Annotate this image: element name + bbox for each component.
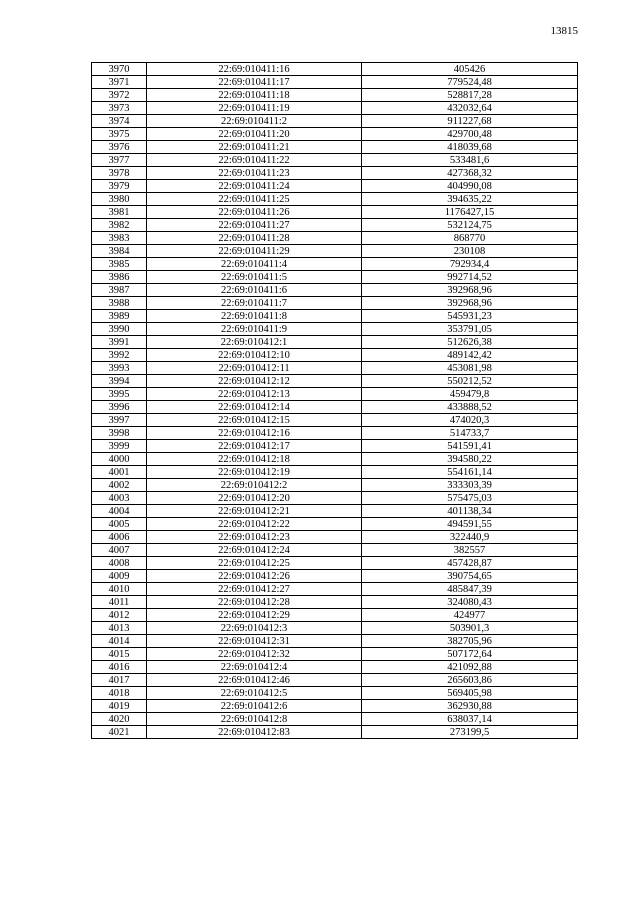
row-number-cell: 4008	[92, 557, 147, 570]
cadastral-number-cell: 22:69:010411:21	[147, 141, 362, 154]
cadastral-value-cell: 382557	[362, 544, 578, 557]
row-number-cell: 3980	[92, 193, 147, 206]
cadastral-number-cell: 22:69:010412:26	[147, 570, 362, 583]
cadastral-value-cell: 273199,5	[362, 726, 578, 739]
table-row	[92, 349, 578, 362]
table-row	[92, 466, 578, 479]
table-row	[92, 193, 578, 206]
table-row	[92, 544, 578, 557]
row-number-cell: 3971	[92, 76, 147, 89]
cadastral-value-cell: 485847,39	[362, 583, 578, 596]
row-number-cell: 3991	[92, 336, 147, 349]
cadastral-number-cell: 22:69:010412:6	[147, 700, 362, 713]
cadastral-value-cell: 429700,48	[362, 128, 578, 141]
cadastral-value-cell: 554161,14	[362, 466, 578, 479]
table-row	[92, 271, 578, 284]
table-row	[92, 622, 578, 635]
cadastral-number-cell: 22:69:010411:8	[147, 310, 362, 323]
table-row	[92, 635, 578, 648]
row-number-cell: 3999	[92, 440, 147, 453]
cadastral-number-cell: 22:69:010412:14	[147, 401, 362, 414]
row-number-cell: 3972	[92, 89, 147, 102]
table-row	[92, 713, 578, 726]
row-number-cell: 3984	[92, 245, 147, 258]
table-row	[92, 102, 578, 115]
row-number-cell: 4009	[92, 570, 147, 583]
row-number-cell: 3976	[92, 141, 147, 154]
cadastral-value-cell: 779524,48	[362, 76, 578, 89]
cadastral-value-cell: 432032,64	[362, 102, 578, 115]
table-row	[92, 557, 578, 570]
cadastral-number-cell: 22:69:010412:31	[147, 635, 362, 648]
table-body	[92, 63, 578, 739]
cadastral-value-cell: 401138,34	[362, 505, 578, 518]
cadastral-value-cell: 382705,96	[362, 635, 578, 648]
cadastral-number-cell: 22:69:010412:17	[147, 440, 362, 453]
row-number-cell: 3988	[92, 297, 147, 310]
row-number-cell: 4003	[92, 492, 147, 505]
table-row	[92, 154, 578, 167]
cadastral-value-cell: 545931,23	[362, 310, 578, 323]
cadastral-number-cell: 22:69:010412:29	[147, 609, 362, 622]
row-number-cell: 4013	[92, 622, 147, 635]
table-row	[92, 401, 578, 414]
cadastral-number-cell: 22:69:010411:16	[147, 63, 362, 76]
cadastral-number-cell: 22:69:010411:24	[147, 180, 362, 193]
row-number-cell: 4010	[92, 583, 147, 596]
row-number-cell: 3973	[92, 102, 147, 115]
cadastral-number-cell: 22:69:010411:23	[147, 167, 362, 180]
row-number-cell: 4004	[92, 505, 147, 518]
cadastral-number-cell: 22:69:010411:9	[147, 323, 362, 336]
row-number-cell: 3987	[92, 284, 147, 297]
row-number-cell: 3986	[92, 271, 147, 284]
cadastral-number-cell: 22:69:010411:26	[147, 206, 362, 219]
cadastral-number-cell: 22:69:010411:19	[147, 102, 362, 115]
cadastral-number-cell: 22:69:010411:27	[147, 219, 362, 232]
row-number-cell: 4015	[92, 648, 147, 661]
row-number-cell: 3977	[92, 154, 147, 167]
cadastral-number-cell: 22:69:010412:15	[147, 414, 362, 427]
table-row	[92, 323, 578, 336]
cadastral-number-cell: 22:69:010412:16	[147, 427, 362, 440]
row-number-cell: 4016	[92, 661, 147, 674]
cadastral-value-cell: 494591,55	[362, 518, 578, 531]
row-number-cell: 3978	[92, 167, 147, 180]
table-row	[92, 336, 578, 349]
cadastral-number-cell: 22:69:010412:10	[147, 349, 362, 362]
cadastral-number-cell: 22:69:010412:12	[147, 375, 362, 388]
cadastral-number-cell: 22:69:010411:5	[147, 271, 362, 284]
table-row	[92, 388, 578, 401]
table-row	[92, 414, 578, 427]
table-row	[92, 726, 578, 739]
table-row	[92, 479, 578, 492]
table-row	[92, 362, 578, 375]
cadastral-value-cell: 474020,3	[362, 414, 578, 427]
row-number-cell: 3993	[92, 362, 147, 375]
cadastral-number-cell: 22:69:010412:32	[147, 648, 362, 661]
row-number-cell: 3982	[92, 219, 147, 232]
table-row	[92, 531, 578, 544]
table-row	[92, 63, 578, 76]
row-number-cell: 4014	[92, 635, 147, 648]
table-row	[92, 570, 578, 583]
cadastral-value-cell: 569405,98	[362, 687, 578, 700]
cadastral-value-cell: 457428,87	[362, 557, 578, 570]
cadastral-number-cell: 22:69:010412:13	[147, 388, 362, 401]
cadastral-number-cell: 22:69:010411:2	[147, 115, 362, 128]
row-number-cell: 3996	[92, 401, 147, 414]
table-row	[92, 258, 578, 271]
cadastral-number-cell: 22:69:010412:18	[147, 453, 362, 466]
cadastral-number-cell: 22:69:010412:19	[147, 466, 362, 479]
table-row	[92, 596, 578, 609]
cadastral-value-cell: 541591,41	[362, 440, 578, 453]
cadastral-number-cell: 22:69:010412:11	[147, 362, 362, 375]
table-row	[92, 648, 578, 661]
row-number-cell: 3990	[92, 323, 147, 336]
cadastral-value-cell: 424977	[362, 609, 578, 622]
row-number-cell: 3974	[92, 115, 147, 128]
table-row	[92, 453, 578, 466]
row-number-cell: 3994	[92, 375, 147, 388]
cadastral-value-cell: 392968,96	[362, 284, 578, 297]
table-row	[92, 700, 578, 713]
table-row	[92, 583, 578, 596]
cadastral-value-cell: 911227,68	[362, 115, 578, 128]
table-row	[92, 76, 578, 89]
cadastral-value-cell: 459479,8	[362, 388, 578, 401]
cadastral-value-cell: 390754,65	[362, 570, 578, 583]
row-number-cell: 4011	[92, 596, 147, 609]
cadastral-value-cell: 792934,4	[362, 258, 578, 271]
table-row	[92, 661, 578, 674]
row-number-cell: 4000	[92, 453, 147, 466]
cadastral-value-cell: 532124,75	[362, 219, 578, 232]
table-row	[92, 180, 578, 193]
row-number-cell: 4001	[92, 466, 147, 479]
cadastral-number-cell: 22:69:010412:3	[147, 622, 362, 635]
table-row	[92, 518, 578, 531]
cadastral-number-cell: 22:69:010411:18	[147, 89, 362, 102]
cadastral-number-cell: 22:69:010412:27	[147, 583, 362, 596]
table-row	[92, 128, 578, 141]
cadastral-value-cell: 514733,7	[362, 427, 578, 440]
page-number: 13815	[550, 25, 578, 37]
table-row	[92, 609, 578, 622]
cadastral-number-cell: 22:69:010411:20	[147, 128, 362, 141]
table-row	[92, 375, 578, 388]
cadastral-value-table	[91, 62, 578, 739]
cadastral-number-cell: 22:69:010411:29	[147, 245, 362, 258]
cadastral-value-cell: 265603,86	[362, 674, 578, 687]
table-row	[92, 440, 578, 453]
cadastral-number-cell: 22:69:010411:4	[147, 258, 362, 271]
cadastral-number-cell: 22:69:010412:46	[147, 674, 362, 687]
cadastral-value-cell: 533481,6	[362, 154, 578, 167]
cadastral-number-cell: 22:69:010412:25	[147, 557, 362, 570]
table-row	[92, 115, 578, 128]
table-row	[92, 167, 578, 180]
row-number-cell: 4012	[92, 609, 147, 622]
cadastral-number-cell: 22:69:010412:1	[147, 336, 362, 349]
row-number-cell: 3979	[92, 180, 147, 193]
cadastral-number-cell: 22:69:010412:2	[147, 479, 362, 492]
table-row	[92, 674, 578, 687]
row-number-cell: 4018	[92, 687, 147, 700]
cadastral-number-cell: 22:69:010412:83	[147, 726, 362, 739]
table-row	[92, 492, 578, 505]
cadastral-value-cell: 394580,22	[362, 453, 578, 466]
cadastral-value-cell: 333303,39	[362, 479, 578, 492]
row-number-cell: 4006	[92, 531, 147, 544]
cadastral-value-cell: 404990,08	[362, 180, 578, 193]
cadastral-number-cell: 22:69:010411:7	[147, 297, 362, 310]
cadastral-value-cell: 353791,05	[362, 323, 578, 336]
cadastral-value-cell: 418039,68	[362, 141, 578, 154]
cadastral-number-cell: 22:69:010411:25	[147, 193, 362, 206]
cadastral-number-cell: 22:69:010412:28	[147, 596, 362, 609]
row-number-cell: 3985	[92, 258, 147, 271]
cadastral-value-cell: 550212,52	[362, 375, 578, 388]
table-row	[92, 427, 578, 440]
cadastral-number-cell: 22:69:010411:6	[147, 284, 362, 297]
table-row	[92, 284, 578, 297]
cadastral-number-cell: 22:69:010412:8	[147, 713, 362, 726]
cadastral-value-cell: 528817,28	[362, 89, 578, 102]
cadastral-value-cell: 1176427,15	[362, 206, 578, 219]
table-row	[92, 89, 578, 102]
cadastral-value-cell: 392968,96	[362, 297, 578, 310]
cadastral-value-cell: 992714,52	[362, 271, 578, 284]
cadastral-number-cell: 22:69:010411:22	[147, 154, 362, 167]
cadastral-number-cell: 22:69:010412:23	[147, 531, 362, 544]
cadastral-value-cell: 575475,03	[362, 492, 578, 505]
row-number-cell: 4020	[92, 713, 147, 726]
row-number-cell: 3995	[92, 388, 147, 401]
table-row	[92, 245, 578, 258]
row-number-cell: 3997	[92, 414, 147, 427]
cadastral-value-cell: 638037,14	[362, 713, 578, 726]
cadastral-value-cell: 421092,88	[362, 661, 578, 674]
cadastral-number-cell: 22:69:010412:4	[147, 661, 362, 674]
cadastral-value-cell: 489142,42	[362, 349, 578, 362]
row-number-cell: 3981	[92, 206, 147, 219]
table-row	[92, 310, 578, 323]
cadastral-value-cell: 507172,64	[362, 648, 578, 661]
row-number-cell: 3992	[92, 349, 147, 362]
table-row	[92, 219, 578, 232]
cadastral-number-cell: 22:69:010412:5	[147, 687, 362, 700]
cadastral-value-cell: 230108	[362, 245, 578, 258]
cadastral-value-cell: 324080,43	[362, 596, 578, 609]
cadastral-value-cell: 868770	[362, 232, 578, 245]
cadastral-number-cell: 22:69:010412:24	[147, 544, 362, 557]
cadastral-value-cell: 362930,88	[362, 700, 578, 713]
row-number-cell: 4017	[92, 674, 147, 687]
table-row	[92, 141, 578, 154]
row-number-cell: 3975	[92, 128, 147, 141]
table-row	[92, 687, 578, 700]
cadastral-number-cell: 22:69:010412:22	[147, 518, 362, 531]
cadastral-number-cell: 22:69:010412:21	[147, 505, 362, 518]
cadastral-value-cell: 453081,98	[362, 362, 578, 375]
row-number-cell: 4002	[92, 479, 147, 492]
table-row	[92, 232, 578, 245]
cadastral-value-cell: 427368,32	[362, 167, 578, 180]
row-number-cell: 4021	[92, 726, 147, 739]
row-number-cell: 4007	[92, 544, 147, 557]
cadastral-value-cell: 394635,22	[362, 193, 578, 206]
row-number-cell: 3998	[92, 427, 147, 440]
cadastral-number-cell: 22:69:010411:28	[147, 232, 362, 245]
row-number-cell: 3989	[92, 310, 147, 323]
cadastral-value-cell: 512626,38	[362, 336, 578, 349]
cadastral-value-cell: 433888,52	[362, 401, 578, 414]
row-number-cell: 3970	[92, 63, 147, 76]
table-row	[92, 206, 578, 219]
cadastral-number-cell: 22:69:010411:17	[147, 76, 362, 89]
row-number-cell: 4019	[92, 700, 147, 713]
cadastral-value-cell: 503901,3	[362, 622, 578, 635]
cadastral-value-cell: 405426	[362, 63, 578, 76]
cadastral-number-cell: 22:69:010412:20	[147, 492, 362, 505]
table-row	[92, 505, 578, 518]
cadastral-value-cell: 322440,9	[362, 531, 578, 544]
row-number-cell: 4005	[92, 518, 147, 531]
table-row	[92, 297, 578, 310]
row-number-cell: 3983	[92, 232, 147, 245]
